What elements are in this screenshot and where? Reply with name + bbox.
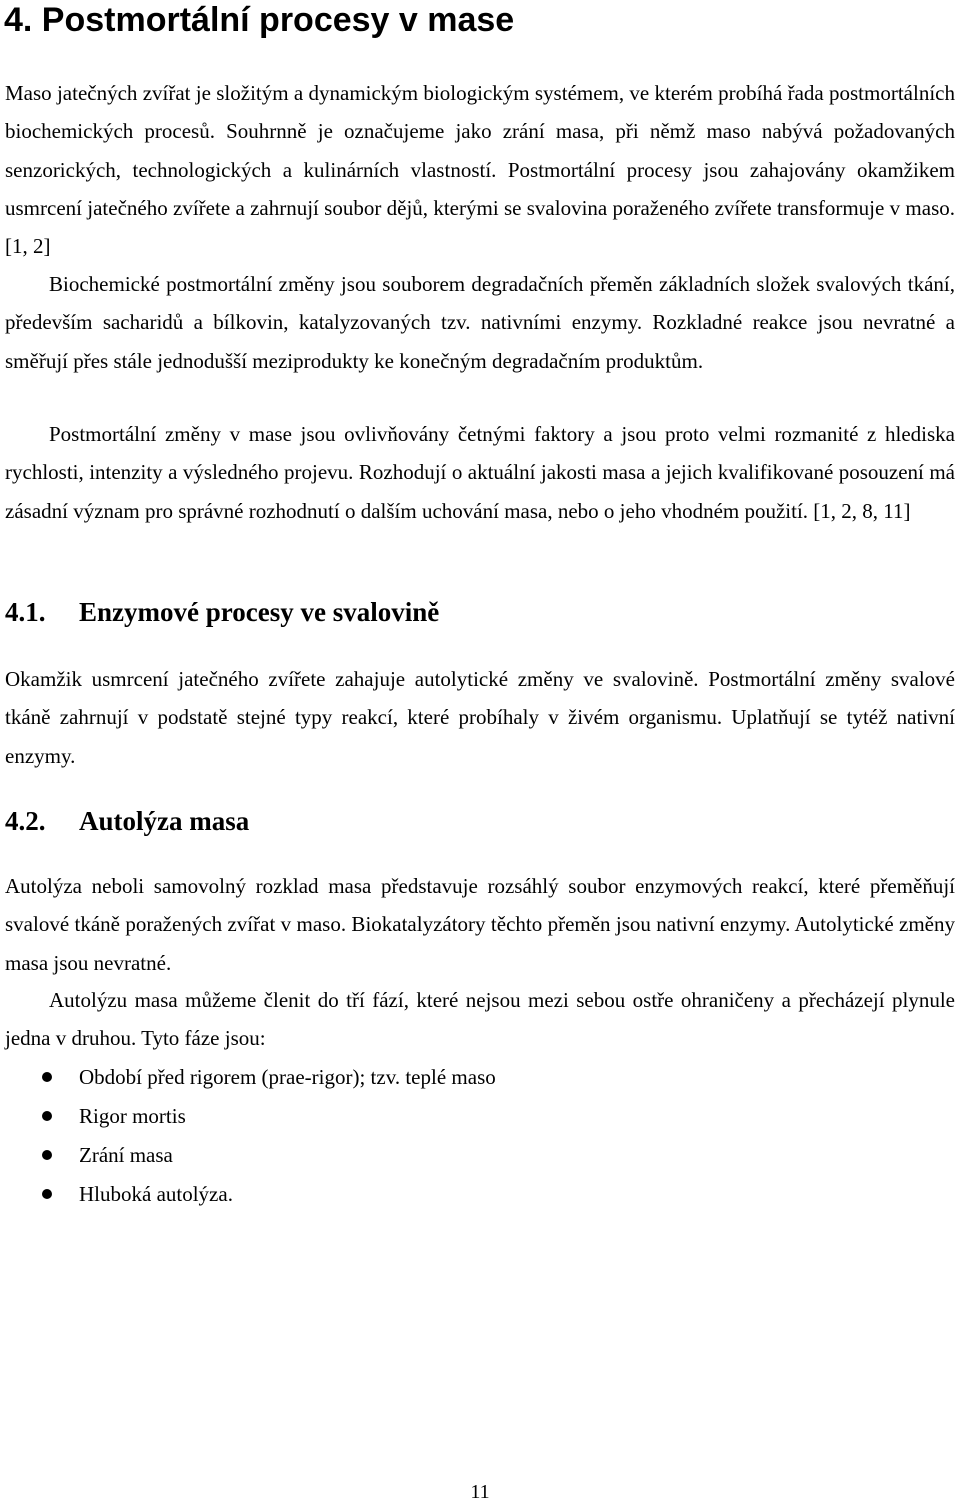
chapter-paragraph-3: Postmortální změny v mase jsou ovlivňovány četnými faktory a jsou proto velmi rozmanité z hlediska rychlosti, intenzity a výsledného projevu. Rozhodují o aktuální jakosti masa a jejich kvalifikované posouzení má zásadní význam pro správné rozhodnutí o dalším uchování masa, nebo o jeho vhodném použití. [1, 2, 8, 11]: [5, 422, 955, 523]
bullet-icon: [42, 1189, 52, 1199]
list-item: [0, 1136, 496, 1175]
chapter-paragraph-2: Biochemické postmortální změny jsou souborem degradačních přeměn základních složek svalových tkání, především sacharidů a bílkovin, katalyzovaných tzv. nativními enzymy. Rozkladné reakce jsou nevratné a směřují přes stále jednodušší meziprodukty ke konečným degradačním produktům.: [5, 272, 955, 373]
list-item: [0, 1097, 496, 1136]
list-item-text: Zrání masa: [79, 1143, 173, 1167]
list-item: [0, 1175, 496, 1214]
section-2-paragraph-2: Autolýzu masa můžeme členit do tří fází, které nejsou mezi sebou ostře ohraničeny a přecházejí plynule jedna v druhou. Tyto fáze jsou:: [5, 988, 955, 1051]
list-item: [0, 1058, 496, 1097]
autolysis-phases-list: [0, 1058, 496, 1214]
list-item-text: Hluboká autolýza.: [79, 1182, 233, 1206]
section-1-paragraph-1: Okamžik usmrcení jatečného zvířete zahajuje autolytické změny ve svalovině. Postmortální změny svalové tkáně zahrnují v podstatě stejné typy reakcí, které probíhaly v živém organismu. Uplatňují se tytéž nativní enzymy.: [5, 667, 955, 768]
page-number: 11: [470, 1481, 490, 1503]
chapter-title: 4. Postmortální procesy v mase: [4, 1, 515, 39]
section-number: 4.2.: [5, 806, 46, 836]
section-heading-autolyza: [5, 804, 249, 838]
section-heading-enzymove-procesy: [5, 595, 439, 629]
section-number: 4.1.: [5, 597, 46, 627]
list-item-text: Období před rigorem (prae-rigor); tzv. teplé maso: [79, 1065, 496, 1089]
bullet-icon: [42, 1150, 52, 1160]
list-item-text: Rigor mortis: [79, 1104, 186, 1128]
bullet-icon: [42, 1072, 52, 1082]
bullet-icon: [42, 1111, 52, 1121]
section-title: Enzymové procesy ve svalovině: [79, 597, 440, 627]
section-title: Autolýza masa: [79, 806, 250, 836]
chapter-paragraph-1: Maso jatečných zvířat je složitým a dynamickým biologickým systémem, ve kterém probíhá řada postmortálních biochemických procesů. Souhrnně je označujeme jako zrání masa, při němž maso nabývá požadovaných senzorických, technologických a kulinárních vlastností. Postmortální procesy jsou zahajovány okamžikem usmrcení jatečného zvířete a zahrnují soubor dějů, kterými se svalovina poraženého zvířete transformuje v maso. [1, 2]: [5, 81, 955, 259]
section-2-paragraph-1: Autolýza neboli samovolný rozklad masa představuje rozsáhlý soubor enzymových reakcí, které přeměňují svalové tkáně poražených zvířat v maso. Biokatalyzátory těchto přeměn jsou nativní enzymy. Autolytické změny masa jsou nevratné.: [5, 874, 955, 975]
